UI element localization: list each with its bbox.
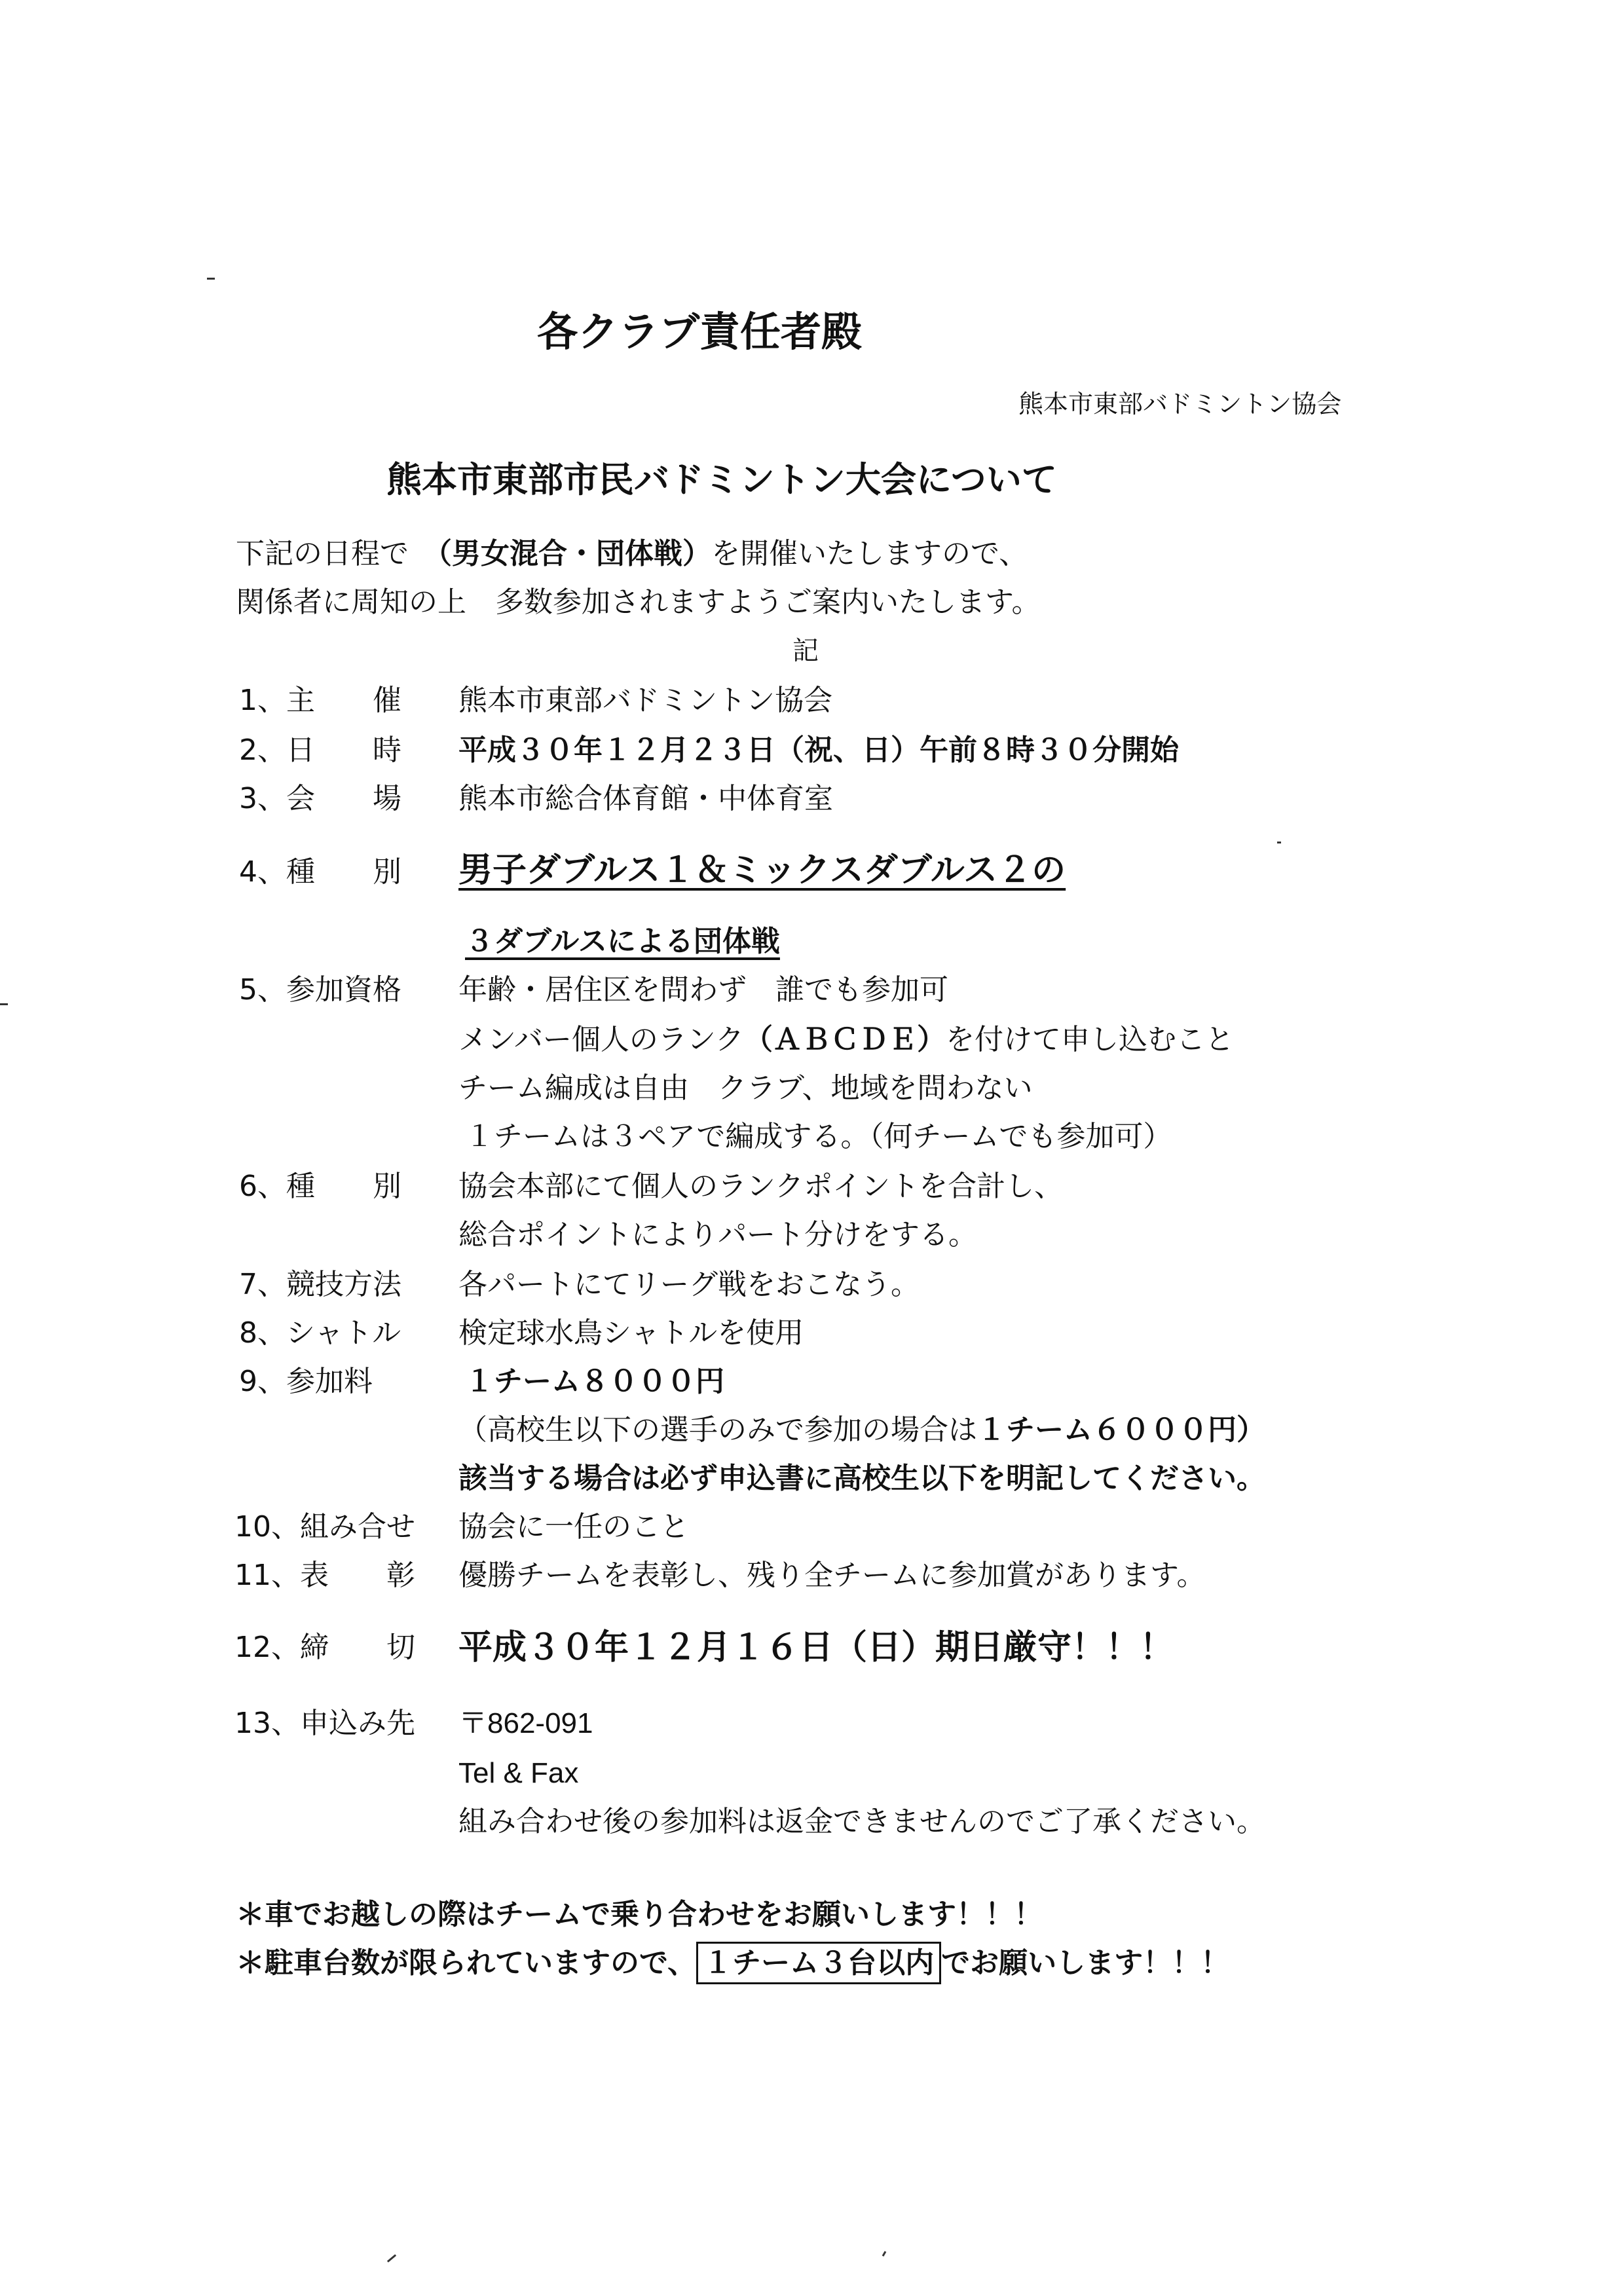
scan-mark <box>387 2254 396 2263</box>
application-tel-fax: Tel & Fax <box>458 1757 579 1789</box>
footer-parking-note <box>236 1946 1230 1980</box>
scan-mark <box>1277 842 1281 843</box>
fee-line-1: １チーム８０００円 <box>465 1365 724 1398</box>
footer-parking-text-a: ＊駐車台数が限られていますので、 <box>236 1946 697 1980</box>
item-label-organizer: 1、主 催 <box>239 684 401 717</box>
eligibility-rank-text: メンバー個人のランク <box>458 1023 745 1056</box>
intro-event-type: （男女混合・団体戦） <box>437 537 711 570</box>
intro-line-1 <box>236 537 1028 570</box>
item-label-division: 6、種 別 <box>239 1170 401 1203</box>
footer-parking-limit-box: １チーム３台以内 <box>696 1942 941 1984</box>
fee-student-amount: １チーム６０００円） <box>977 1413 1265 1447</box>
item-label-application-to: 13、申込み先 <box>234 1707 415 1740</box>
intro-text-a: 下記の日程で <box>236 537 437 570</box>
eligibility-line-4: １チームは３ペアで編成する。（何チームでも参加可） <box>465 1120 1172 1153</box>
item-label-awards: 11、表 彰 <box>234 1559 415 1592</box>
item-value-venue: 熊本市総合体育館・中体育室 <box>458 782 833 815</box>
application-refund-note: 組み合わせ後の参加料は返金できませんのでご了承ください。 <box>458 1805 1265 1838</box>
item-label-competition-method: 7、競技方法 <box>239 1268 401 1301</box>
item-label-category: 4、種 別 <box>239 855 401 889</box>
item-label-matchups: 10、組み合せ <box>234 1510 415 1544</box>
intro-line-2: 関係者に周知の上 多数参加されますようご案内いたします。 <box>236 585 1041 619</box>
scan-mark <box>0 1003 8 1005</box>
scan-mark <box>882 2251 887 2256</box>
item-label-datetime: 2、日 時 <box>239 733 401 767</box>
item-label-shuttle: 8、シャトル <box>239 1316 401 1350</box>
item-value-shuttle: 検定球水鳥シャトルを使用 <box>458 1316 804 1350</box>
document-title: 熊本市東部市民バドミントン大会について <box>386 459 1057 500</box>
organization-name: 熊本市東部バドミントン協会 <box>1018 390 1342 418</box>
item-value-category-line2: ３ダブルスによる団体戦 <box>465 925 780 958</box>
eligibility-line-1: 年齢・居住区を問わず 誰でも参加可 <box>458 973 948 1007</box>
item-value-deadline: 平成３０年１２月１６日（日）期日厳守！！！ <box>458 1628 1174 1667</box>
item-value-matchups: 協会に一任のこと <box>458 1510 689 1544</box>
item-value-competition-method: 各パートにてリーグ戦をおこなう。 <box>458 1268 920 1301</box>
item-label-deadline: 12、締 切 <box>234 1631 415 1664</box>
scan-mark <box>207 278 215 280</box>
item-value-category-line1: 男子ダブルス１＆ミックスダブルス２の <box>458 851 1066 890</box>
footer-parking-text-b: でお願いします！！！ <box>941 1946 1230 1980</box>
item-label-eligibility: 5、参加資格 <box>239 973 401 1007</box>
item-label-fee: 9、参加料 <box>239 1365 373 1398</box>
eligibility-line-2 <box>458 1023 1235 1056</box>
eligibility-line-3: チーム編成は自由 クラブ、地域を問わない <box>458 1071 1033 1105</box>
eligibility-rank-letters: （ＡＢＣＤＥ） <box>744 1023 946 1056</box>
division-line-2: 総合ポイントによりパート分けをする。 <box>458 1218 977 1251</box>
item-value-organizer: 熊本市東部バドミントン協会 <box>458 684 833 717</box>
item-value-datetime: 平成３０年１２月２３日（祝、日）午前８時３０分開始 <box>458 733 1179 767</box>
fee-student-text: （高校生以下の選手のみで参加の場合は <box>458 1413 977 1447</box>
fee-line-3: 該当する場合は必ず申込書に高校生以下を明記してください。 <box>458 1462 1265 1495</box>
footer-carpool-note: ＊車でお越しの際はチームで乗り合わせをお願いします！！！ <box>236 1898 1043 1931</box>
application-postal-code: 〒862-091 <box>458 1707 593 1739</box>
fee-line-2 <box>458 1413 1265 1447</box>
eligibility-rank-tail: を付けて申し込むこと <box>946 1023 1235 1056</box>
division-line-1: 協会本部にて個人のランクポイントを合計し、 <box>458 1170 1064 1203</box>
intro-text-b: を開催いたしますので、 <box>711 537 1028 570</box>
item-value-awards: 優勝チームを表彰し、残り全チームに参加賞があります。 <box>458 1559 1206 1592</box>
ki-heading: 記 <box>792 636 819 666</box>
item-label-venue: 3、会 場 <box>239 782 401 815</box>
addressee: 各クラブ責任者殿 <box>537 308 863 356</box>
